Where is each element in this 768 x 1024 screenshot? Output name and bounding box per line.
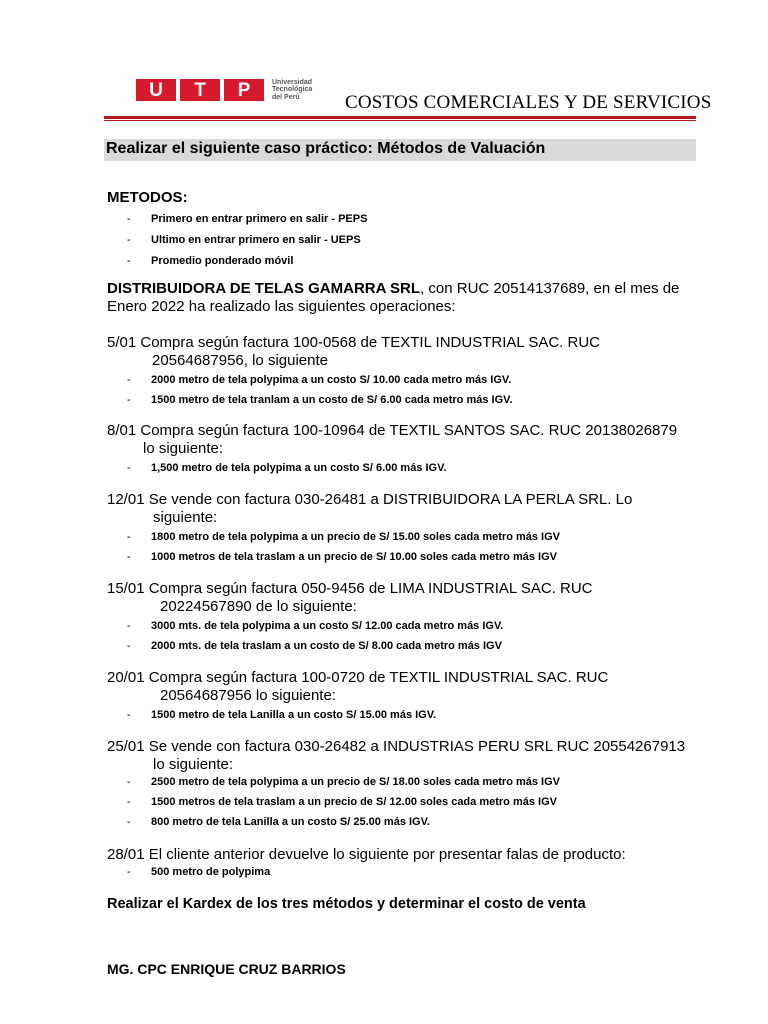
final-instruction: Realizar el Kardex de los tres métodos y determinar el costo de venta	[107, 896, 586, 912]
list-item: - 1000 metros de tela traslam a un precio de S/ 10.00 soles cada metro más IGV	[127, 551, 557, 563]
list-item: - 2500 metro de tela polypima a un precio de S/ 18.00 soles cada metro más IGV	[127, 776, 561, 788]
case-banner-text: Realizar el siguiente caso práctico: Métodos de Valuación	[106, 140, 546, 157]
methods-heading: METODOS:	[107, 189, 188, 206]
list-item: - 500 metro de polypima	[127, 866, 271, 878]
operation-2801: 28/01 El cliente anterior devuelve lo siguiente por presentar falas de producto:	[107, 846, 626, 863]
list-item: - 1,500 metro de tela polypima a un costo S/ 6.00 más IGV.	[127, 462, 447, 474]
methods-list	[127, 209, 367, 272]
case-banner	[104, 139, 696, 161]
operation-0801: 8/01 Compra según factura 100-10964 de TEXTIL SANTOS SAC. RUC 20138026879 lo siguiente:	[107, 422, 678, 457]
operation-2001-items	[127, 705, 436, 725]
operation-2501-items	[127, 772, 560, 832]
logo-university-name: Universidad Tecnológica del Perú	[272, 78, 313, 101]
operation-2501: 25/01 Se vende con factura 030-26482 a INDUSTRIAS PERU SRL RUC 20554267913 lo siguiente:	[107, 738, 686, 773]
author-signature: MG. CPC ENRIQUE CRUZ BARRIOS	[107, 961, 346, 977]
operation-1501-items	[127, 616, 503, 656]
list-item: - 3000 mts. de tela polypima a un costo S/ 12.00 cada metro más IGV.	[127, 620, 504, 632]
operation-2001: 20/01 Compra según factura 100-0720 de TEXTIL INDUSTRIAL SAC. RUC 20564687956 lo siguiente:	[107, 669, 609, 704]
list-item: - 2000 mts. de tela traslam a un costo de S/ 8.00 cada metro más IGV	[127, 640, 502, 652]
list-item: - 1500 metros de tela traslam a un precio de S/ 12.00 soles cada metro más IGV	[127, 796, 557, 808]
logo-letter-u: U	[136, 79, 176, 101]
list-item: - Primero en entrar primero en salir - PEPS	[127, 213, 368, 225]
logo-letter-t: T	[180, 79, 220, 101]
operation-1201-items	[127, 527, 560, 567]
course-title: COSTOS COMERCIALES Y DE SERVICIOS	[345, 92, 712, 113]
list-item: - 1500 metro de tela tranlam a un costo de S/ 6.00 cada metro más IGV.	[127, 394, 513, 406]
operation-1201: 12/01 Se vende con factura 030-26481 a DISTRIBUIDORA LA PERLA SRL. Lo siguiente:	[107, 491, 633, 526]
list-item: - 1800 metro de tela polypima a un precio de S/ 15.00 soles cada metro más IGV	[127, 531, 561, 543]
operation-0501-items	[127, 370, 513, 410]
utp-logo	[136, 78, 312, 102]
list-item: - 800 metro de tela Lanilla a un costo S/ 25.00 más IGV.	[127, 816, 430, 828]
list-item: - Ultimo en entrar primero en salir - UEPS	[127, 234, 361, 246]
list-item: - 2000 metro de tela polypima a un costo S/ 10.00 cada metro más IGV.	[127, 374, 512, 386]
operation-1501: 15/01 Compra según factura 050-9456 de LIMA INDUSTRIAL SAC. RUC 20224567890 de lo siguiente:	[107, 580, 593, 615]
header-divider	[104, 116, 696, 119]
operation-0801-items	[127, 458, 447, 478]
company-name: DISTRIBUIDORA DE TELAS GAMARRA SRL	[107, 280, 421, 297]
list-item: - 1500 metro de tela Lanilla a un costo S/ 15.00 más IGV.	[127, 709, 437, 721]
intro-paragraph: DISTRIBUIDORA DE TELAS GAMARRA SRL, con RUC 20514137689, en el mes de Enero 2022 ha realizado las siguientes operaciones:	[107, 280, 680, 315]
header-divider-thin	[104, 120, 696, 121]
logo-letter-p: P	[224, 79, 264, 101]
operation-2801-items	[127, 864, 270, 880]
list-item: - Promedio ponderado móvil	[127, 255, 294, 267]
operation-0501: 5/01 Compra según factura 100-0568 de TEXTIL INDUSTRIAL SAC. RUC 20564687956, lo siguiente	[107, 334, 601, 369]
